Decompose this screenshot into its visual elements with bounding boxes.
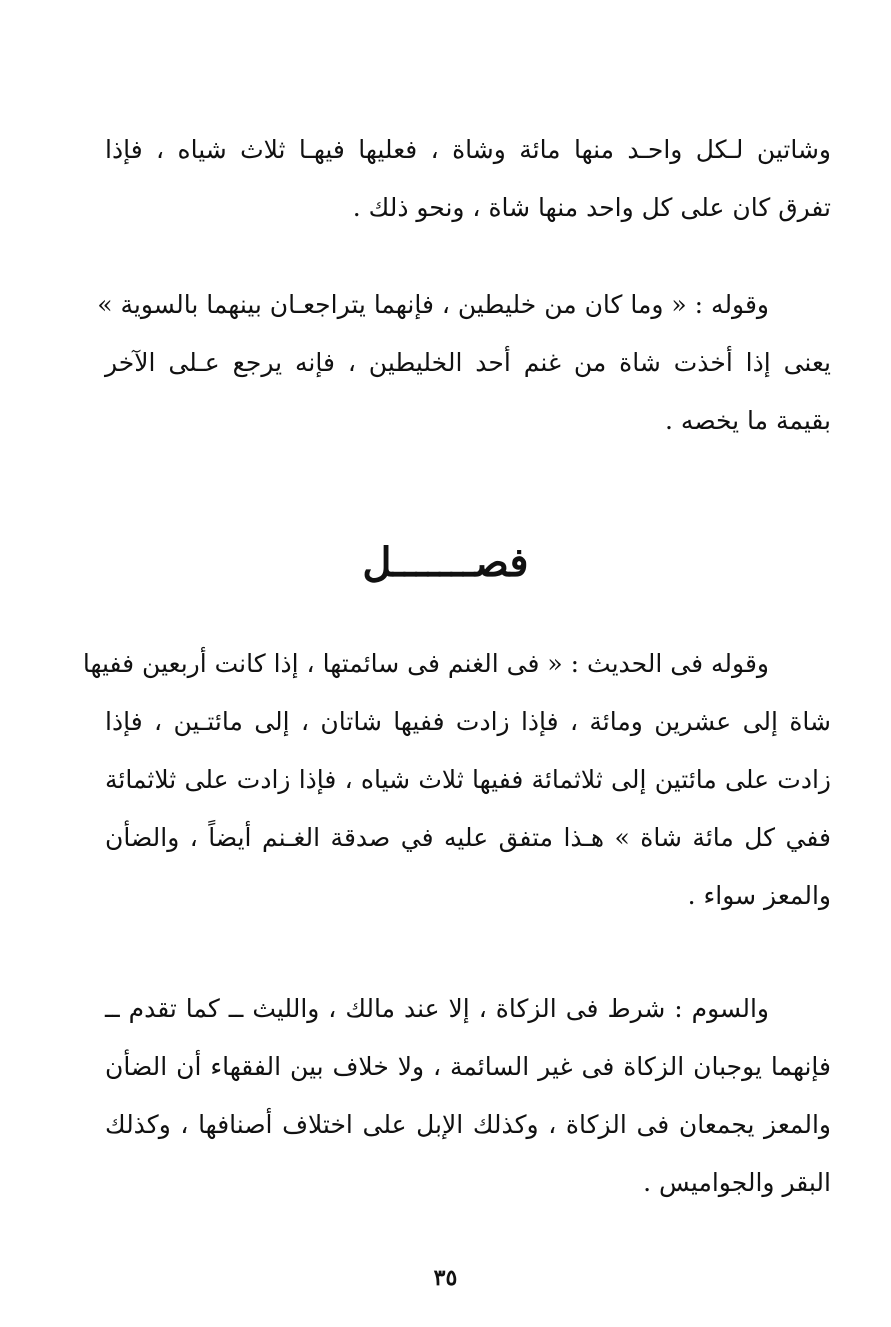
text-line: البقر والجواميس .: [643, 1168, 831, 1197]
paragraph-1: [105, 121, 831, 237]
paragraph-4: [105, 980, 831, 1212]
paragraph-2: [97, 276, 831, 450]
text-line: بقيمة ما يخصه .: [665, 406, 831, 435]
paragraph-3: [82, 635, 831, 925]
text-line: والسوم : شرط فى الزكاة ، إلا عند مالك ، والليث ــ كما تقدم ــ: [105, 994, 769, 1023]
text-line: والمعز يجمعان فى الزكاة ، وكذلك الإبل على اختلاف أصنافها ، وكذلك: [105, 1110, 831, 1139]
section-heading: فصـــــــل: [362, 539, 529, 586]
text-line: وقوله : « وما كان من خليطين ، فإنهما يتراجعـان بينهما بالسوية »: [97, 290, 769, 319]
text-line: فإنهما يوجبان الزكاة فى غير السائمة ، ولا خلاف بين الفقهاء أن الضأن: [105, 1052, 831, 1081]
page-number: ٣٥: [433, 1265, 458, 1291]
text-line: زادت على مائتين إلى ثلاثمائة ففيها ثلاث شياه ، فإذا زادت على ثلاثمائة: [105, 765, 831, 794]
text-line: تفرق كان على كل واحد منها شاة ، ونحو ذلك .: [352, 193, 831, 222]
text-line: وشاتين لـكل واحـد منها مائة وشاة ، فعليها فيهـا ثلاث شياه ، فإذا: [105, 135, 831, 164]
text-line: والمعز سواء .: [687, 881, 831, 910]
text-line: ففي كل مائة شاة » هـذا متفق عليه في صدقة الغـنم أيضاً ، والضأن: [105, 823, 831, 852]
text-line: وقوله فى الحديث : « فى الغنم فى سائمتها ، إذا كانت أربعين ففيها: [82, 649, 769, 678]
text-line: شاة إلى عشرين ومائة ، فإذا زادت ففيها شاتان ، إلى مائتـين ، فإذا: [105, 707, 831, 736]
text-line: يعنى إذا أخذت شاة من غنم أحد الخليطين ، فإنه يرجع عـلى الآخر: [105, 348, 831, 377]
